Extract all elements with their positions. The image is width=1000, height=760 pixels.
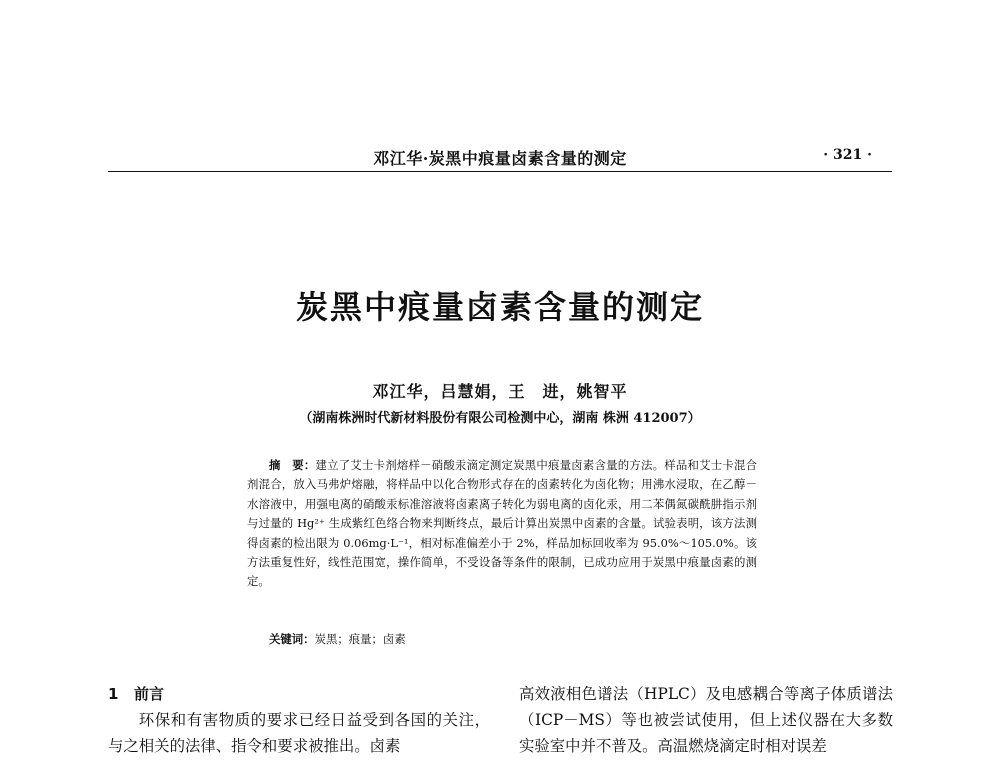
body-paragraph-left: 环保和有害物质的要求已经日益受到各国的关注，与之相关的法律、指令和要求被推出。卤素 <box>108 711 490 755</box>
abstract <box>247 456 757 592</box>
header-rule <box>108 171 892 172</box>
affiliation: （湖南株洲时代新材料股份有限公司检测中心，湖南 株洲 412007） <box>299 411 701 426</box>
abstract-label: 摘 要： <box>269 458 316 472</box>
paper-title: 炭黑中痕量卤素含量的测定 <box>295 288 704 326</box>
running-header-title: 邓江华·炭黑中痕量卤素含量的测定 <box>373 149 627 168</box>
keywords <box>247 630 757 649</box>
section-number: 1 <box>108 685 119 703</box>
left-column <box>108 681 490 759</box>
section-title: 前言 <box>134 685 165 703</box>
running-header <box>108 146 892 168</box>
keywords-text: 炭黑；痕量；卤素 <box>314 632 406 646</box>
section-heading <box>108 681 490 707</box>
page-number: · 321 · <box>823 147 872 163</box>
right-column <box>519 681 893 759</box>
body-paragraph-right: 高效液相色谱法（HPLC）及电感耦合等离子体质谱法（ICP－MS）等也被尝试使用，但上述仪器在大多数实验室中并不普及。高温燃烧滴定时相对误差 <box>519 685 893 755</box>
keywords-label: 关键词： <box>269 632 315 646</box>
authors: 邓江华，吕慧娟，王 进，姚智平 <box>372 382 628 401</box>
abstract-text: 建立了艾士卡剂熔样－硝酸汞滴定测定炭黑中痕量卤素含量的方法。样品和艾士卡混合剂混合，放入马弗炉熔融，将样品中以化合物形式存在的卤素转化为卤化物；用沸水浸取，在乙醇－水溶液中，用强电离的硝酸汞标准溶液将卤素离子转化为弱电离的卤化汞，用二苯偶氮碳酰肼指示剂与过量的 Hg²⁺ 生成紫红色络合物来判断终点，最后计算出炭黑中卤素的含量。试验表明，该方法测得卤素的检出限为 0.06mg·L⁻¹，相对标准偏差小于 2%，样品加标回收率为 95.0%～105.0%。该方法重复性好，线性范围宽，操作简单，不受设备等条件的限制，已成功应用于炭黑中痕量卤素的测定。 <box>247 458 757 589</box>
